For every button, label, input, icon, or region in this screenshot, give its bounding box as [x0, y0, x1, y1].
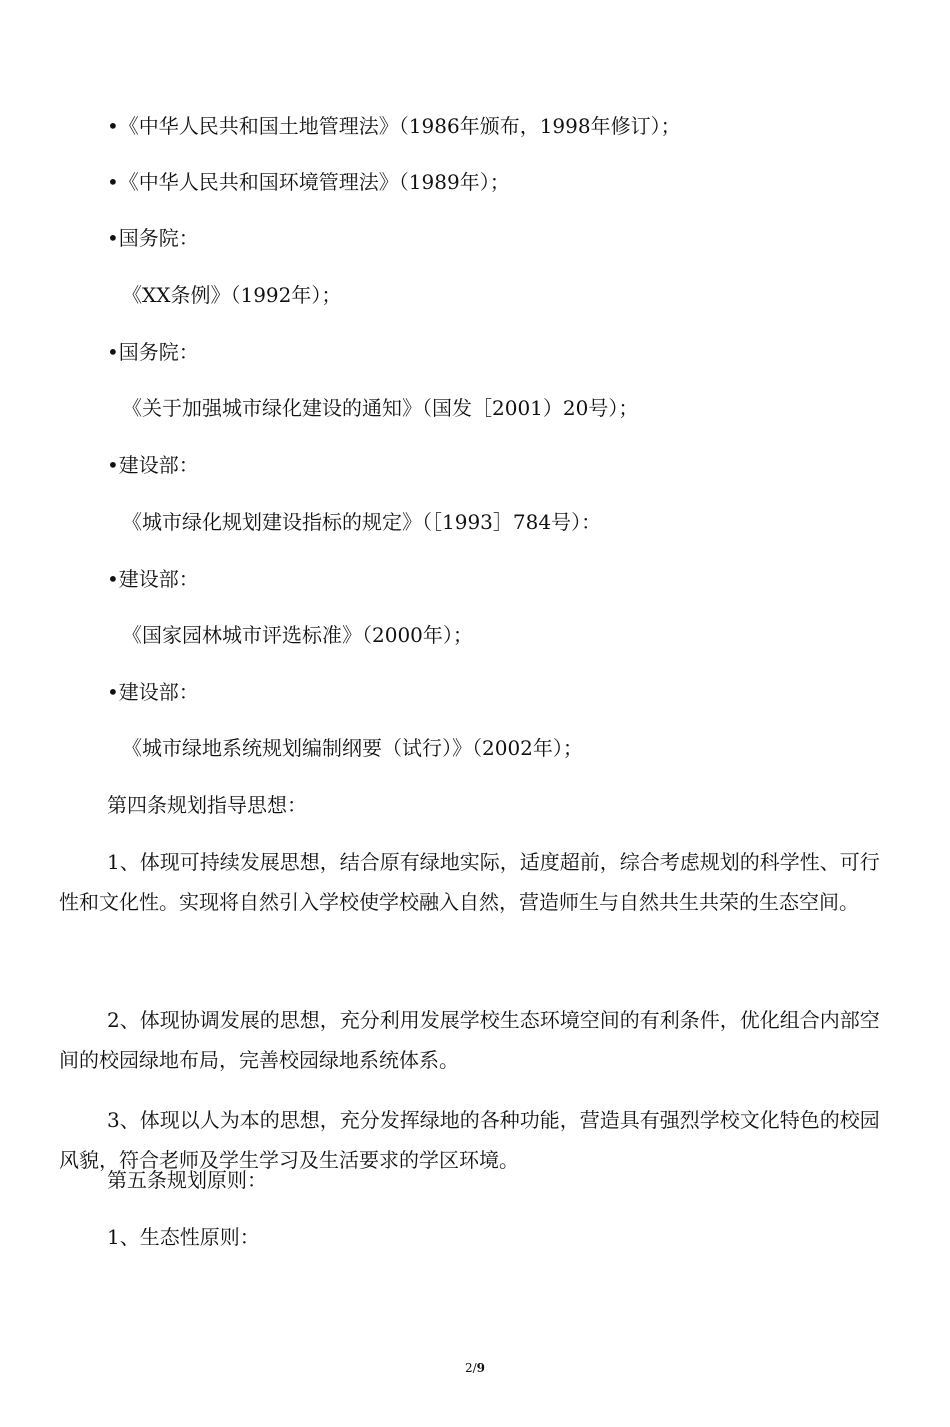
list-item: •建设部：	[107, 567, 199, 591]
list-item: 《城市绿化规划建设指标的规定》（［1993］784号）：	[122, 510, 602, 534]
section-heading: 第四条规划指导思想：	[107, 793, 307, 817]
list-item: 《国家园林城市评选标准》（2000年）；	[122, 623, 473, 647]
section-heading: 第五条规划原则：	[107, 1168, 267, 1192]
list-item: 《城市绿地系统规划编制纲要（试行）》（2002年）；	[122, 736, 583, 760]
paragraph: 1、生态性原则：	[107, 1225, 260, 1249]
list-item: •建设部：	[107, 680, 199, 704]
page-current: 2/	[464, 1361, 477, 1375]
page-total: 9	[476, 1361, 486, 1375]
paragraph: 1、体现可持续发展思想，结合原有绿地实际，适度超前，综合考虑规划的科学性、可行性和文化性。实现将自然引入学校使学校融入自然，营造师生与自然共生共荣的生态空间。	[59, 850, 880, 914]
list-item: 《XX条例》（1992年）；	[122, 283, 342, 307]
list-item: •《中华人民共和国土地管理法》（1986年颁布，1998年修订）；	[107, 114, 681, 138]
page-number	[0, 1360, 950, 1376]
paragraph: 3、体现以人为本的思想，充分发挥绿地的各种功能，营造具有强烈学校文化特色的校园风貌，符合老师及学生学习及生活要求的学区环境。	[59, 1108, 880, 1172]
list-item: •《中华人民共和国环境管理法》（1989年）；	[107, 170, 510, 194]
list-item: •国务院：	[107, 340, 199, 364]
list-item: •国务院：	[107, 226, 199, 250]
list-item: 《关于加强城市绿化建设的通知》（国发［2001）20号）；	[122, 396, 639, 420]
list-item: •建设部：	[107, 453, 199, 477]
paragraph: 2、体现协调发展的思想，充分利用发展学校生态环境空间的有利条件，优化组合内部空间的校园绿地布局，完善校园绿地系统体系。	[59, 1008, 880, 1072]
